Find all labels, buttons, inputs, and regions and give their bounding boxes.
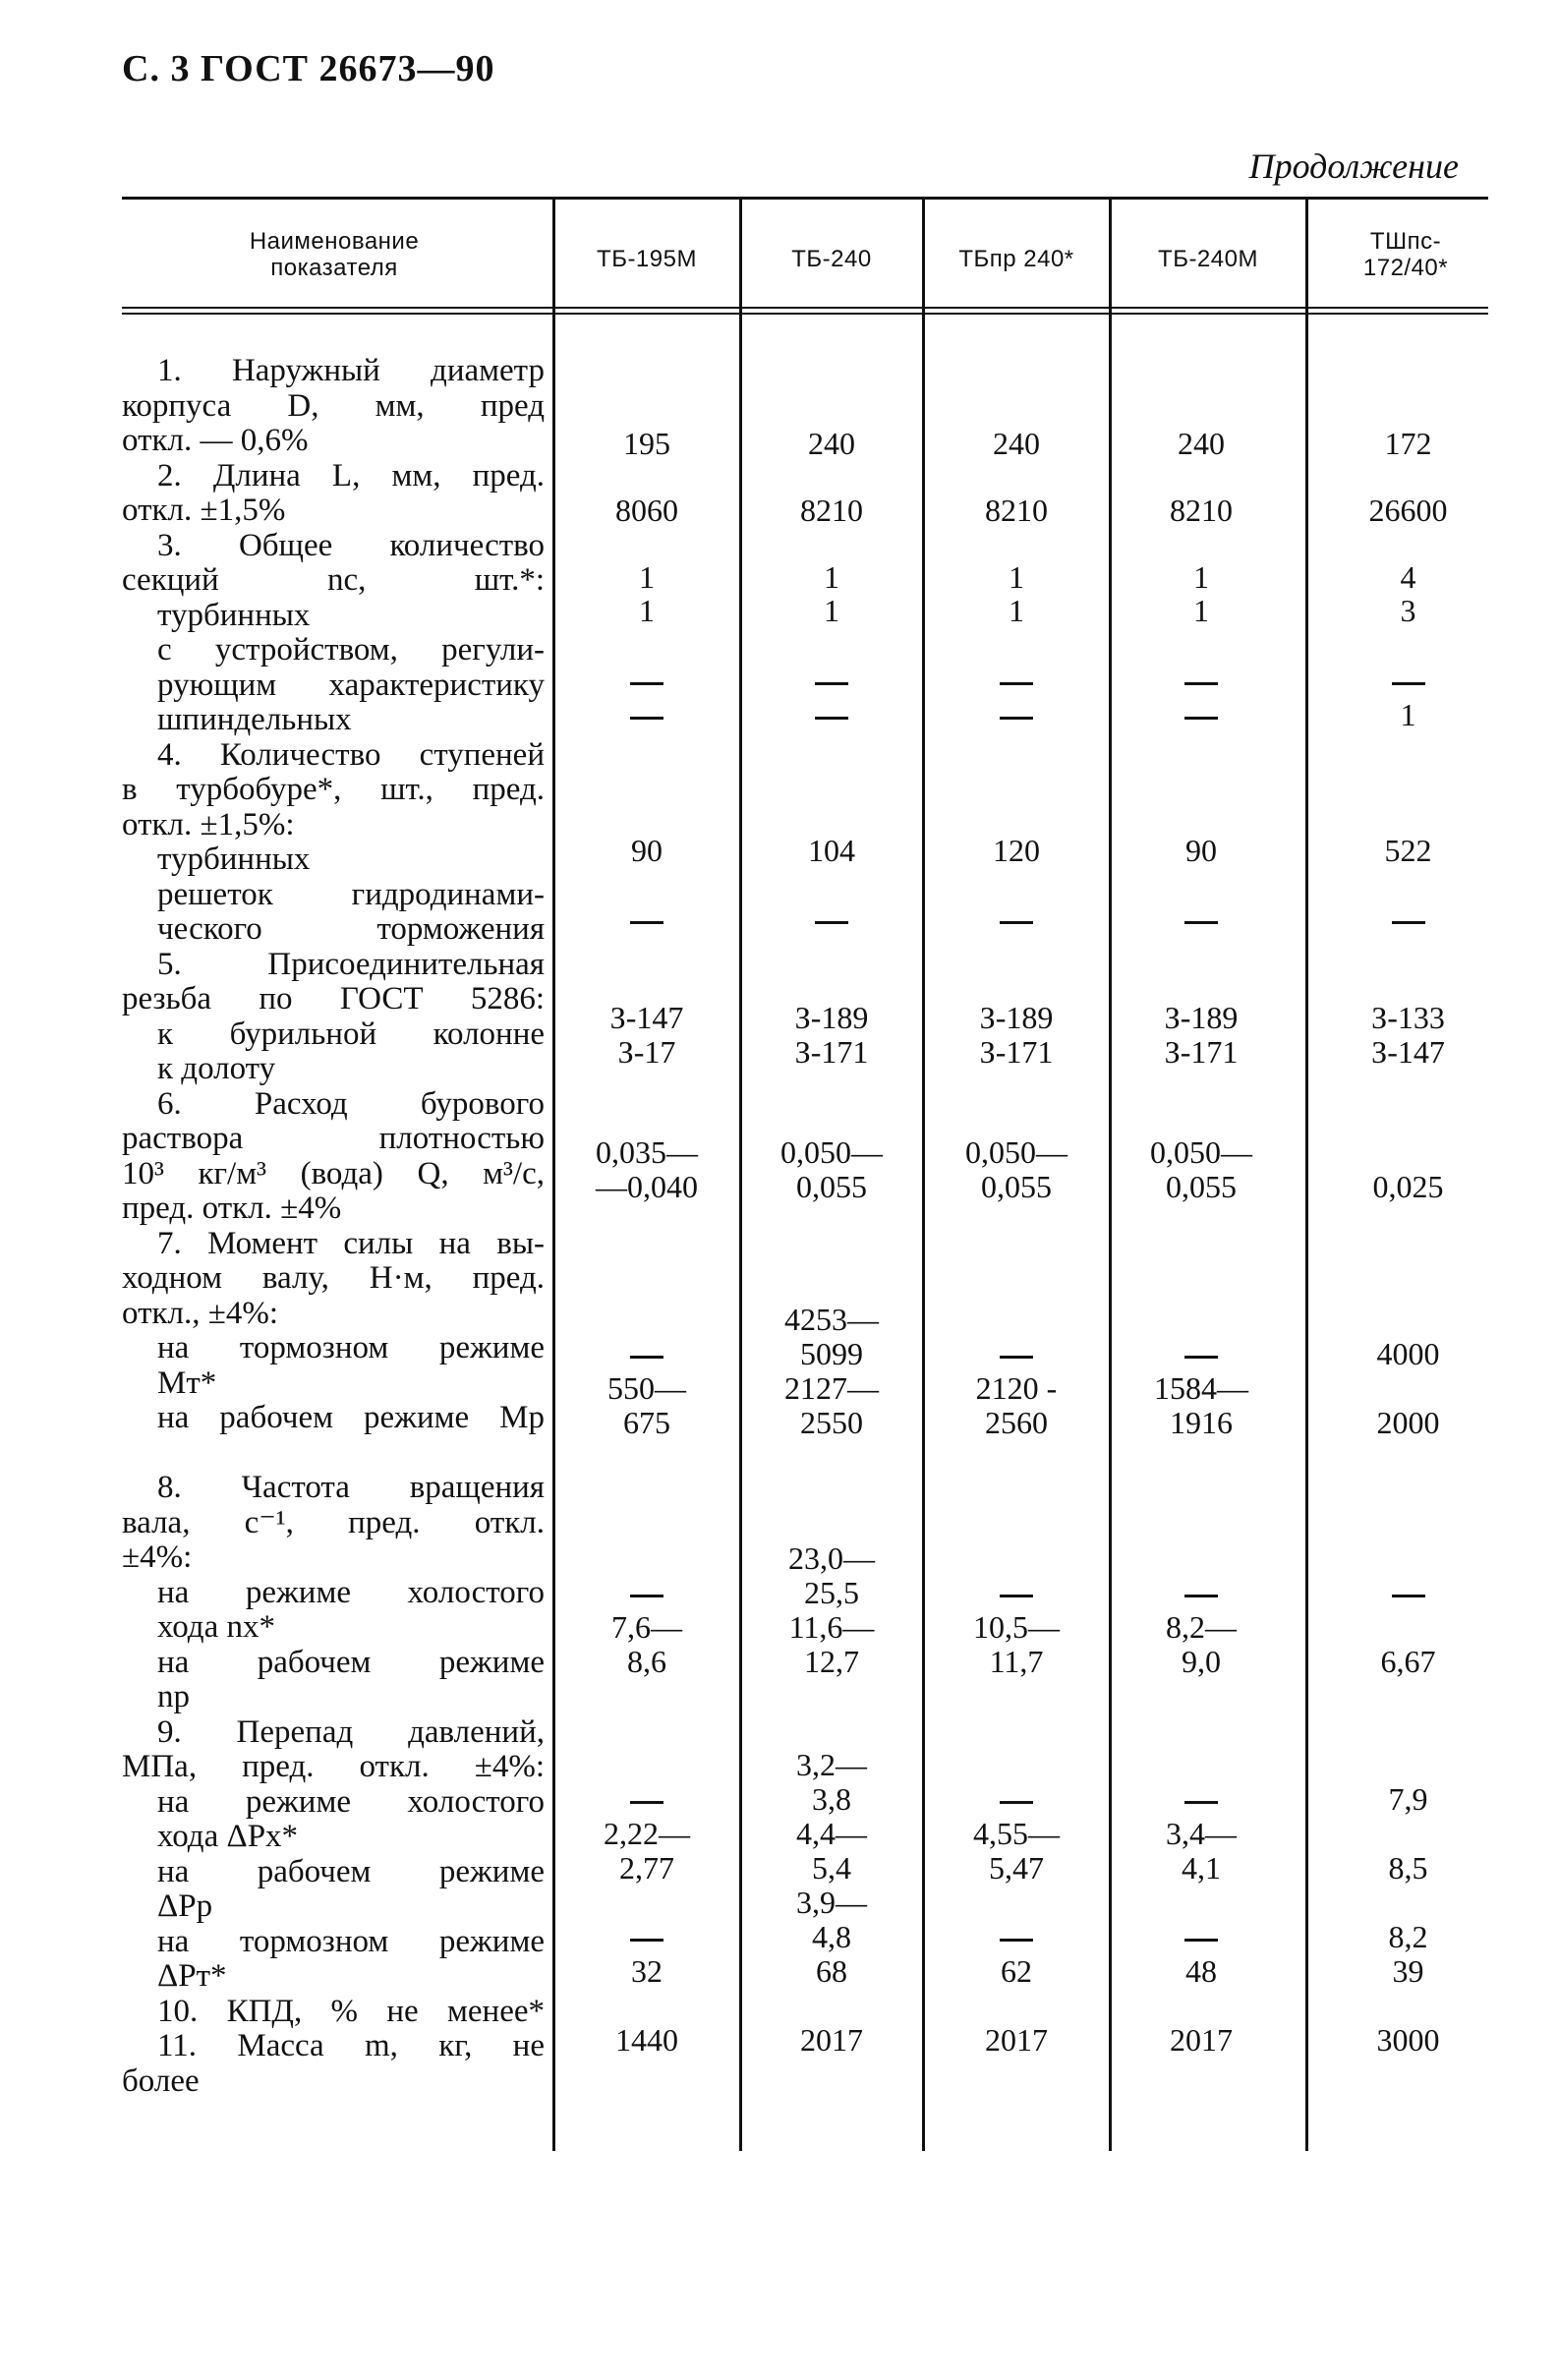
empty-value-dash (928, 1920, 1105, 1953)
table-cell: З-171 (1164, 1034, 1239, 1070)
parameter-label-line: откл. — 0,6% (122, 423, 309, 458)
parameter-label-line: 9. Перепад давлений, (157, 1713, 545, 1750)
table-cell: З-189 (979, 1000, 1054, 1035)
dash-mark (1184, 1595, 1218, 1597)
table-cell: 1916 (1170, 1405, 1233, 1440)
table-cell: 2017 (1170, 2022, 1233, 2058)
parameter-label-line: вала, с⁻¹, пред. откл. (122, 1504, 545, 1540)
table-cell: 4,8 (812, 1919, 851, 1954)
parameter-label-line: на рабочем режиме (157, 1853, 545, 1889)
table-cell: 522 (1384, 833, 1432, 868)
table-cell: 0,050— (780, 1134, 883, 1170)
column-header-tb195m: ТБ-195М (597, 246, 697, 272)
parameter-label-line: nр (157, 1679, 190, 1714)
parameter-label-line: рующим характеристику (157, 667, 545, 703)
empty-value-dash (1322, 1576, 1494, 1609)
table-cell: З-171 (794, 1034, 869, 1070)
table-cell: 2550 (800, 1405, 863, 1440)
parameter-label-line: ческого торможения (157, 911, 545, 947)
dash-mark (815, 921, 848, 924)
table-cell: 104 (808, 833, 855, 868)
table-cell: 2120 - (975, 1370, 1058, 1406)
table-cell: 62 (1001, 1953, 1032, 1989)
table-cell: 240 (993, 426, 1040, 461)
table-cell: 3000 (1376, 2022, 1440, 2058)
table-cell: 48 (1185, 1953, 1217, 1989)
table-cell: З-171 (979, 1034, 1054, 1070)
dash-mark (1184, 717, 1218, 720)
parameter-label-line: 3. Общее количество (157, 527, 545, 563)
parameter-label-line: 8. Частота вращения (157, 1470, 545, 1505)
table-cell: 8,5 (1388, 1850, 1428, 1886)
parameter-names (122, 354, 545, 2099)
parameter-label-line: к бурильной колонне (157, 1016, 545, 1052)
table-cell: 0,025 (1372, 1169, 1444, 1204)
parameter-label-line: 7. Момент силы на вы- (157, 1225, 545, 1261)
dash-mark (630, 1939, 664, 1942)
table-cell: 8,6 (627, 1644, 666, 1679)
parameter-label-line: раствора плотностью (122, 1121, 545, 1156)
parameter-label-line: откл. ±1,5% (122, 493, 286, 528)
parameter-label-line: секций nc, шт.*: (122, 562, 545, 598)
table-cell: 5099 (800, 1336, 863, 1371)
column-header-tshps (1317, 228, 1494, 281)
parameter-label-line: решеток гидродинами- (157, 876, 545, 912)
table-cell: 10,5— (973, 1609, 1060, 1645)
table-cell: 1 (824, 593, 839, 628)
table-cell: 2017 (800, 2022, 863, 2058)
empty-value-dash (1113, 1920, 1290, 1953)
column-header-tbpr240: ТБпр 240* (958, 246, 1074, 272)
dash-mark (1184, 1356, 1218, 1359)
dash-mark (1000, 1801, 1033, 1804)
parameter-label-line: хода nх* (157, 1609, 275, 1645)
table-cell: 0,055 (796, 1169, 867, 1204)
empty-value-dash (1113, 1337, 1290, 1370)
table-cell: 8210 (985, 493, 1048, 528)
table-cell: 1 (1009, 593, 1024, 628)
table-cell: 8210 (800, 493, 863, 528)
dash-mark (815, 717, 848, 720)
empty-value-dash (928, 1782, 1105, 1816)
table-cell: 2127— (784, 1370, 879, 1406)
dash-mark (1392, 1595, 1425, 1597)
parameter-label-line: на рабочем режиме (157, 1644, 545, 1680)
empty-value-dash (743, 902, 920, 936)
parameter-label-line: с устройством, регули- (157, 632, 545, 668)
table-cell: 2017 (985, 2022, 1048, 2058)
column-header-tb240m: ТБ-240М (1158, 246, 1258, 272)
column-header-tshps-line: 172/40* (1362, 255, 1449, 281)
empty-value-dash (743, 664, 920, 697)
dash-mark (1392, 682, 1425, 685)
table-cell: 5,4 (812, 1850, 851, 1886)
parameter-label-line: ходном валу, Н·м, пред. (122, 1260, 545, 1296)
table-cell: 3,9— (796, 1885, 867, 1920)
parameter-label-line: МПа, пред. откл. ±4%: (122, 1749, 545, 1784)
empty-value-dash (928, 698, 1105, 731)
table-cell: 4 (1400, 559, 1416, 595)
table-cell: 9,0 (1182, 1644, 1221, 1679)
empty-value-dash (928, 1576, 1105, 1609)
dash-mark (815, 682, 848, 685)
table-cell: 4,4— (796, 1816, 867, 1851)
table-cell: 12,7 (804, 1644, 859, 1679)
table-cell: 240 (1178, 426, 1225, 461)
table-top-rule (122, 197, 1488, 200)
table-cell: 240 (808, 426, 855, 461)
parameter-label-line: откл. ±1,5%: (122, 806, 295, 842)
table-cell: 4,1 (1182, 1850, 1221, 1886)
dash-mark (1000, 1939, 1033, 1942)
table-cell: 550— (607, 1370, 686, 1406)
parameter-label-line: пред. откл. ±4% (122, 1190, 342, 1226)
parameter-label-line: турбинных (157, 597, 311, 633)
empty-value-dash (1113, 664, 1290, 697)
table-cell: 7,6— (611, 1609, 682, 1645)
parameter-label-line: ΔPр (157, 1888, 213, 1924)
table-cell: З-189 (794, 1000, 869, 1035)
column-divider (1109, 200, 1112, 2151)
parameter-label-line: на тормозном режиме (157, 1923, 545, 1959)
table-cell: 68 (816, 1953, 847, 1989)
parameter-label-line: на режиме холостого (157, 1574, 545, 1610)
table-header-rule (122, 307, 1488, 309)
table-cell: З-147 (609, 1000, 684, 1035)
parameter-label-line: к долоту (157, 1051, 276, 1086)
parameter-label-line: ±4%: (122, 1539, 193, 1575)
dash-mark (1000, 682, 1033, 685)
table-cell: 4,55— (973, 1816, 1060, 1851)
table-cell: 1 (1193, 593, 1209, 628)
empty-value-dash (558, 1576, 735, 1609)
table-header-rule-2 (122, 313, 1488, 315)
empty-value-dash (928, 902, 1105, 936)
table-cell: 4000 (1376, 1336, 1440, 1371)
dash-mark (630, 717, 664, 720)
table-cell: 26600 (1368, 493, 1448, 528)
empty-value-dash (1322, 902, 1494, 936)
dash-mark (630, 1356, 664, 1359)
column-header-tb240: ТБ-240 (791, 246, 872, 272)
empty-value-dash (1113, 902, 1290, 936)
parameter-label-line: Mт* (157, 1364, 217, 1401)
empty-value-dash (558, 698, 735, 731)
table-cell: З-17 (617, 1034, 676, 1070)
empty-value-dash (558, 664, 735, 697)
table-cell: 11,7 (989, 1644, 1044, 1679)
empty-value-dash (558, 1920, 735, 1953)
table-cell: 2560 (985, 1405, 1048, 1440)
dash-mark (1184, 1939, 1218, 1942)
table-cell: 3 (1400, 593, 1416, 628)
table-cell: 5,47 (989, 1850, 1044, 1886)
table-cell: 7,9 (1388, 1781, 1428, 1817)
dash-mark (1000, 921, 1033, 924)
parameter-label-line: откл., ±4%: (122, 1295, 279, 1331)
parameter-label-line: 10. КПД, % не менее* (157, 1993, 545, 2029)
parameter-label-line: 10³ кг/м³ (вода) Q, м³/с, (122, 1155, 545, 1191)
continuation-label: Продолжение (1248, 146, 1459, 186)
empty-value-dash (558, 1782, 735, 1816)
table-cell: 3,2— (796, 1747, 867, 1782)
table-cell: 32 (631, 1953, 663, 1989)
dash-mark (1184, 921, 1218, 924)
table-cell: 1440 (615, 2022, 678, 2058)
table-cell: 1 (639, 559, 655, 595)
dash-mark (1000, 1595, 1033, 1597)
parameter-label-line: 1. Наружный диаметр (157, 353, 545, 388)
column-header-name (147, 228, 521, 281)
table-cell: З-147 (1371, 1034, 1445, 1070)
table-cell: 3,8 (812, 1781, 851, 1817)
column-divider (552, 200, 555, 2151)
parameter-label-line: шпиндельных (157, 702, 352, 737)
dash-mark (1184, 1801, 1218, 1804)
table-cell: 25,5 (804, 1575, 859, 1610)
parameter-label-line: 4. Количество ступеней (157, 736, 545, 773)
dash-mark (630, 1595, 664, 1597)
table-cell: 6,67 (1380, 1644, 1436, 1679)
table-cell: 4253— (784, 1302, 879, 1337)
empty-value-dash (558, 902, 735, 936)
table-cell: З-189 (1164, 1000, 1239, 1035)
table-cell: 8210 (1170, 493, 1233, 528)
column-divider (1305, 200, 1308, 2151)
empty-value-dash (743, 698, 920, 731)
parameter-label-line (122, 1436, 545, 1472)
empty-value-dash (928, 664, 1105, 697)
empty-value-dash (1113, 1782, 1290, 1816)
table-cell: 2,77 (619, 1850, 674, 1886)
table-cell: 675 (623, 1405, 670, 1440)
table-cell: 195 (623, 426, 670, 461)
empty-value-dash (1322, 664, 1494, 697)
table-cell: 90 (631, 833, 663, 868)
table-cell: 39 (1392, 1953, 1424, 1989)
table-cell: 8060 (615, 493, 678, 528)
table-cell: 8,2— (1166, 1609, 1237, 1645)
page-header: С. 3 ГОСТ 26673—90 (122, 48, 495, 89)
parameter-label-line: 11. Масса m, кг, не (157, 2028, 545, 2063)
column-header-name-line: Наименование (249, 228, 420, 255)
dash-mark (1000, 1356, 1033, 1359)
parameter-label-line: хода ΔPх* (157, 1819, 299, 1854)
table-cell: 0,055 (981, 1169, 1052, 1204)
parameter-label-line: 5. Присоединительная (157, 946, 545, 982)
parameter-label-line: на рабочем режиме Mр (157, 1400, 545, 1435)
table-cell: 1584— (1154, 1370, 1248, 1406)
table-cell: 90 (1185, 833, 1217, 868)
parameter-label-line: на тормозном режиме (157, 1330, 545, 1365)
table-cell: 3,4— (1166, 1816, 1237, 1851)
column-divider (922, 200, 925, 2151)
parameter-label-line: турбинных (157, 842, 311, 877)
table-cell: 23,0— (788, 1540, 875, 1576)
parameter-label-line: 2. Длина L, мм, пред. (157, 457, 545, 493)
table-cell: 120 (993, 833, 1040, 868)
parameter-label-line: более (122, 2062, 200, 2099)
parameter-label-line: на режиме холостого (157, 1783, 545, 1820)
dash-mark (1000, 717, 1033, 720)
parameter-label-line: ΔPт* (157, 1958, 227, 1994)
table-cell: 1 (1193, 559, 1209, 595)
table-cell: 2000 (1376, 1405, 1440, 1440)
dash-mark (630, 921, 664, 924)
table-cell: 1 (639, 593, 655, 628)
table-cell: 0,035— (596, 1134, 698, 1170)
dash-mark (1392, 921, 1425, 924)
empty-value-dash (558, 1337, 735, 1370)
column-header-tshps-line: ТШпс- (1369, 228, 1442, 255)
empty-value-dash (928, 1337, 1105, 1370)
table-cell: 1 (1009, 559, 1024, 595)
table-cell: 1 (1400, 697, 1416, 732)
table-cell: 172 (1384, 426, 1432, 461)
parameter-label-line: резьба по ГОСТ 5286: (122, 981, 545, 1016)
table-cell: 8,2 (1388, 1919, 1428, 1954)
parameter-label-line: 6. Расход бурового (157, 1085, 545, 1122)
empty-value-dash (1113, 1576, 1290, 1609)
table-cell: 1 (824, 559, 839, 595)
parameter-label-line: в турбобуре*, шт., пред. (122, 772, 545, 807)
dash-mark (630, 1801, 664, 1804)
column-header-name-line: показателя (270, 255, 398, 281)
table-cell: 2,22— (604, 1816, 690, 1851)
table-cell: 11,6— (788, 1609, 875, 1645)
empty-value-dash (1113, 698, 1290, 731)
table-cell: З-133 (1371, 1000, 1445, 1035)
table-cell: 0,050— (1150, 1134, 1252, 1170)
parameter-label-line: корпуса D, мм, пред (122, 387, 545, 424)
dash-mark (630, 682, 664, 685)
dash-mark (1184, 682, 1218, 685)
table-cell: 0,055 (1166, 1169, 1237, 1204)
column-divider (739, 200, 742, 2151)
table-cell: 0,050— (965, 1134, 1068, 1170)
table-cell: —0,040 (596, 1169, 698, 1204)
